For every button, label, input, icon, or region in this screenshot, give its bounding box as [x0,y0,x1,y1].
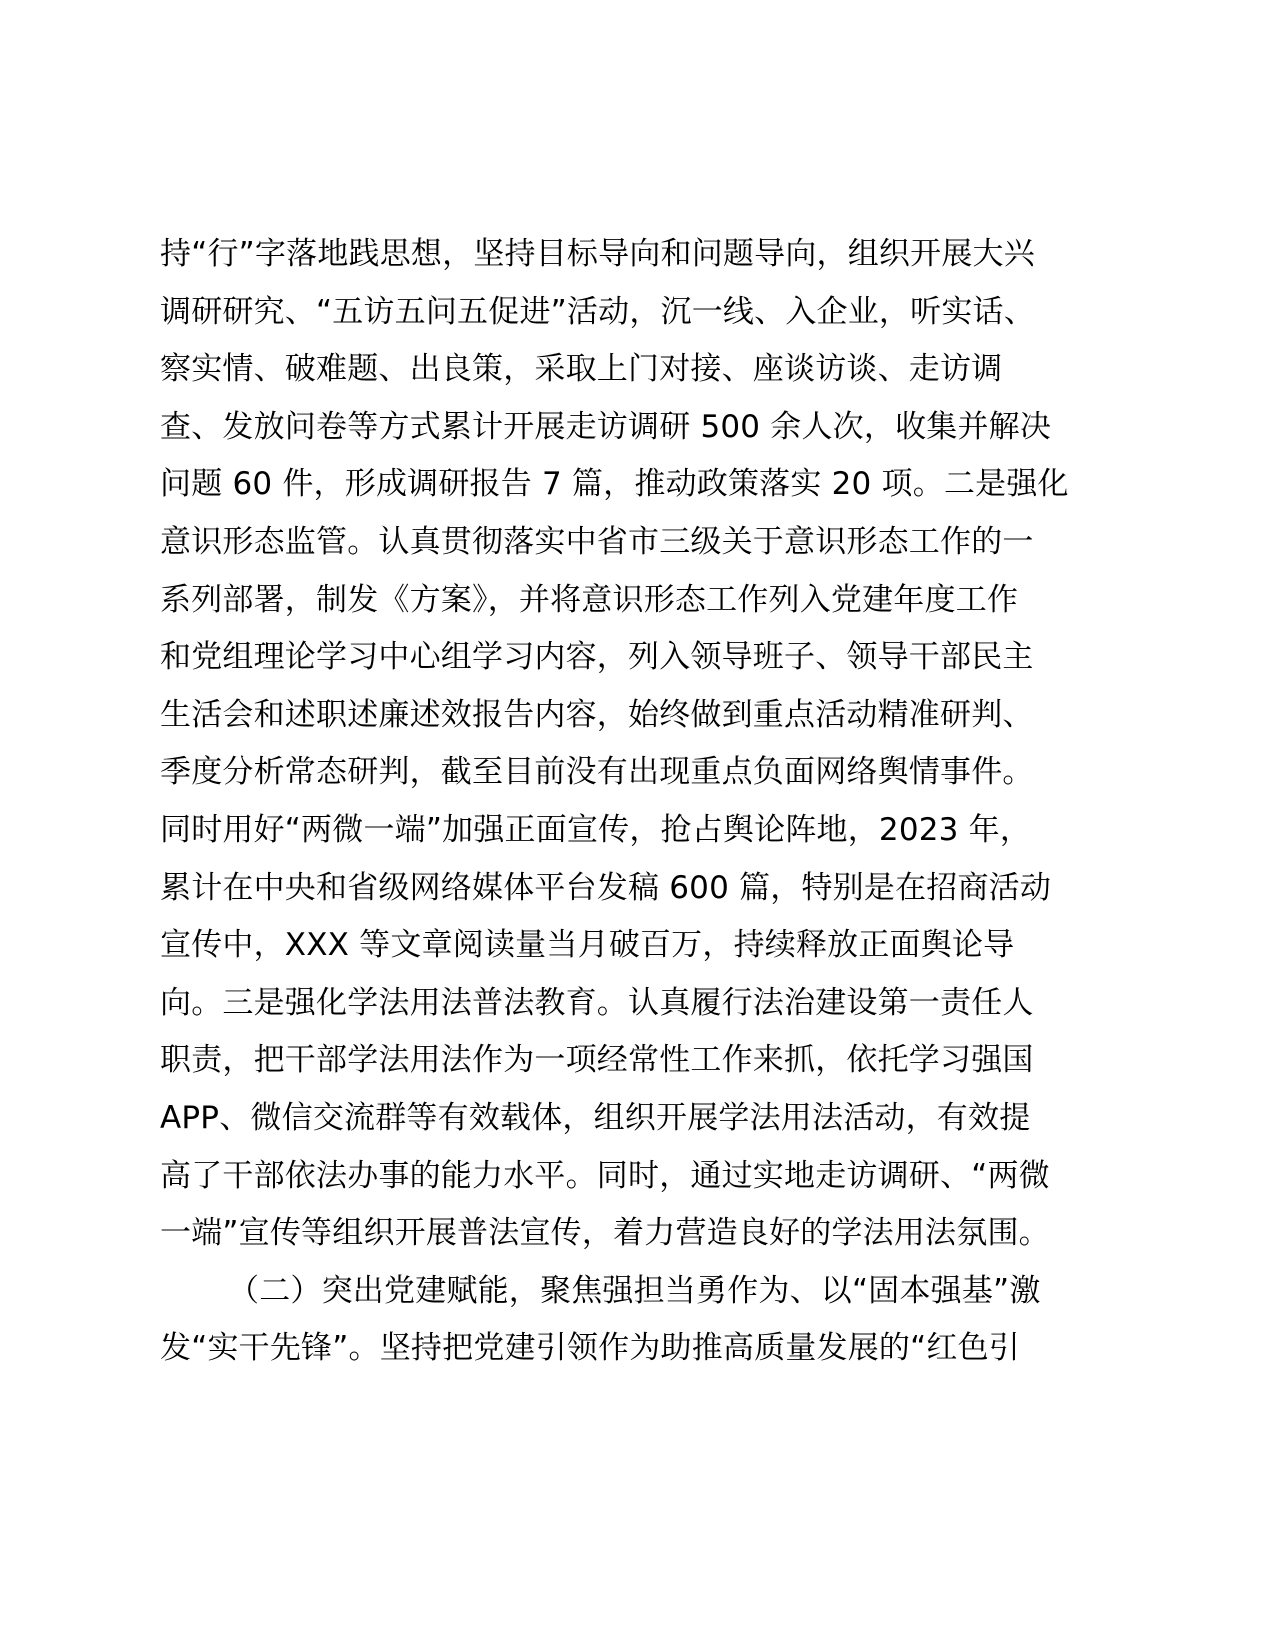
text-line: 意识形态监管。认真贯彻落实中省市三级关于意识形态工作的一 [160,523,1034,560]
text-line: 查、发放问卷等方式累计开展走访调研 500 余人次，收集并解决 [160,408,1052,445]
text-line: APP、微信交流群等有效载体，组织开展学法用法活动，有效提 [160,1099,1031,1136]
text-line: 生活会和述职述廉述效报告内容，始终做到重点活动精准研判、 [160,696,1034,733]
text-line: 高了干部依法办事的能力水平。同时，通过实地走访调研、“两微 [160,1157,1050,1194]
text-line: 和党组理论学习中心组学习内容，列入领导班子、领导干部民主 [160,639,1034,676]
section-heading-line: （二）突出党建赋能，聚焦强担当勇作为、以“固本强基”激 [228,1272,1041,1309]
text-line: 累计在中央和省级网络媒体平台发稿 600 篇，特别是在招商活动 [160,869,1052,906]
text-line: 调研研究、“五访五问五促进”活动，沉一线、入企业，听实话、 [160,293,1035,330]
text-line: 察实情、破难题、出良策，采取上门对接、座谈访谈、走访调 [160,351,1003,388]
text-line: 持“行”字落地践思想，坚持目标导向和问题导向，组织开展大兴 [160,236,1035,272]
body-text [160,226,1120,1378]
text-line: 系列部署，制发《方案》，并将意识形态工作列入党建年度工作 [160,581,1019,618]
text-line: 职责，把干部学法用法作为一项经常性工作来抓，依托学习强国 [160,1042,1034,1079]
text-line: 问题 60 件，形成调研报告 7 篇，推动政策落实 20 项。二是强化 [160,466,1069,503]
text-line: 季度分析常态研判，截至目前没有出现重点负面网络舆情事件。 [160,754,1034,791]
text-line: 发“实干先锋”。坚持把党建引领作为助推高质量发展的“红色引 [160,1330,1020,1367]
text-line: 一端”宣传等组织开展普法宣传，着力营造良好的学法用法氛围。 [160,1215,1050,1252]
text-line: 向。三是强化学法用法普法教育。认真履行法治建设第一责任人 [160,984,1034,1021]
text-line: 同时用好“两微一端”加强正面宣传，抢占舆论阵地，2023 年， [160,811,1032,848]
text-line: 宣传中，XXX 等文章阅读量当月破百万，持续释放正面舆论导 [160,927,1015,964]
